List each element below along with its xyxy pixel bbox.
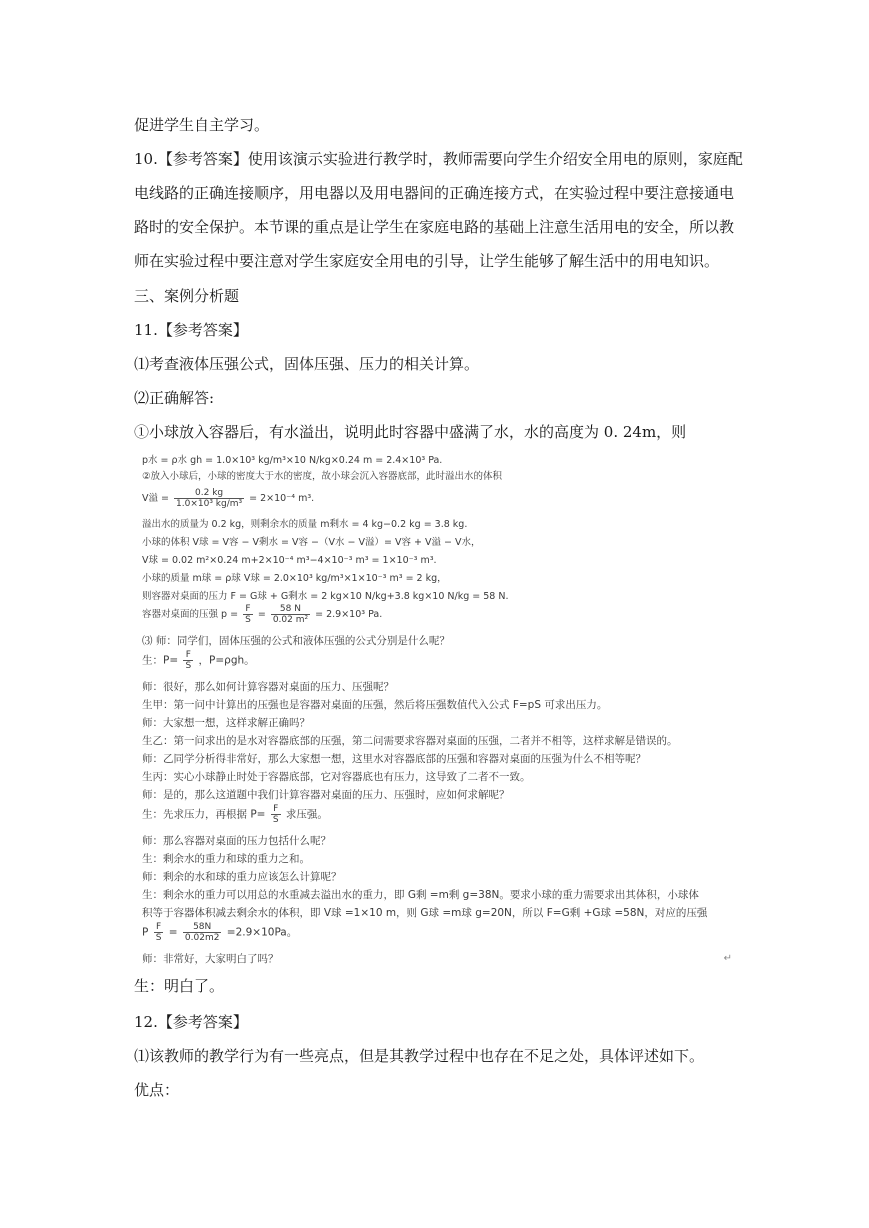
return-mark-icon: ↵ <box>723 953 732 964</box>
scan-line: 生：P= $\frac{F}{S}$ ，P=ρgh。 <box>142 650 255 671</box>
text-line: ⑴考查液体压强公式，固体压强、压力的相关计算。 <box>134 355 480 373</box>
scan-line: 师：乙同学分析得非常好，那么大家想一想，这里水对容器底部的压强和容器对桌面的压强为什么不相等呢？ <box>142 753 646 765</box>
scan-line: 则容器对桌面的压力 F = G球 + G剩水 = 2 kg×10 N/kg+3.8 kg×10 N/kg = 58 N. <box>142 591 509 602</box>
scan-line: 积等于容器体积减去剩余水的体积，即 V球 =1×10 m，则 G球 =m球 g=20N，所以 F=G剩 +G球 =58N，对应的压强 <box>142 907 708 919</box>
text-line: 促进学生自主学习。 <box>134 116 270 134</box>
section-heading: 三、案例分析题 <box>134 287 240 305</box>
question-11-heading: 11.【参考答案】 <box>134 321 248 339</box>
scan-line: 师：剩余的水和球的重力应该怎么计算呢？ <box>142 871 342 883</box>
scanned-solution-image <box>134 448 734 970</box>
scan-line: 生：剩余水的重力可以用总的水重减去溢出水的重力，即 G剩 =m剩 g=38N。要求小球的重力需要求出其体积，小球体 <box>142 889 699 901</box>
scan-line: 溢出水的质量为 0.2 kg，则剩余水的质量 m剩水 = 4 kg−0.2 kg = 3.8 kg. <box>142 519 468 530</box>
text-line: 优点： <box>134 1081 180 1099</box>
scan-line: 生：剩余水的重力和球的重力之和。 <box>142 853 310 865</box>
scan-line: V溢 = $\frac{0.2 kg}{\text{1.0×10³ kg/m³}}$ = 2×10⁻⁴ m³. <box>142 488 315 509</box>
scan-line: 生丙：实心小球静止时处于容器底部，它对容器底也有压力，这导致了二者不一致。 <box>142 771 531 783</box>
scan-line: ②放入小球后，小球的密度大于水的密度，故小球会沉入容器底部，此时溢出水的体积 <box>142 471 503 482</box>
scan-line: V球 = 0.02 m²×0.24 m+2×10⁻⁴ m³−4×10⁻³ m³ = 1×10⁻³ m³. <box>142 555 437 566</box>
scan-line: 容器对桌面的压强 p = $\frac{F}{S}$ = $\frac{58 N}{\text{0.02 m²}}$ = 2.9×10³ Pa. <box>142 604 383 625</box>
scan-line: ⑶ 师：同学们，固体压强的公式和液体压强的公式分别是什么呢？ <box>142 635 450 647</box>
text-line: ①小球放入容器后，有水溢出，说明此时容器中盛满了水，水的高度为 0. 24m，则 <box>134 423 687 441</box>
text-line: ⑵正确解答: <box>134 389 215 407</box>
text-line: ⑴该教师的教学行为有一些亮点，但是其教学过程中也存在不足之处，具体评述如下。 <box>134 1047 705 1065</box>
scan-line: 生乙：第一问求出的是水对容器底部的压强，第二问需要求容器对桌面的压强，二者并不相等，这样求解是错误的。 <box>142 735 678 747</box>
answer-10-paragraph: 10.【参考答案】使用该演示实验进行教学时，教师需要向学生介绍安全用电的原则，家庭配电线路的正确连接顺序，用电器以及用电器间的正确连接方式，在实验过程中要注意接通电路时的安全保护。本节课的重点是让学生在家庭电路的基础上注意生活用电的安全，所以教师在实验过程中要注意对学生家庭安全用电的引导，让学生能够了解生活中的用电知识。 <box>134 150 743 270</box>
scan-line: 师：是的，那么这道题中我们计算容器对桌面的压力、压强时，应如何求解呢？ <box>142 789 510 801</box>
question-12-heading: 12.【参考答案】 <box>134 1013 248 1031</box>
scan-line: 师：很好，那么如何计算容器对桌面的压力、压强呢？ <box>142 681 394 693</box>
scan-line: 师：非常好，大家明白了吗？ <box>142 953 279 965</box>
scan-line: 师：大家想一想，这样求解正确吗？ <box>142 717 310 729</box>
scan-line: 小球的质量 m球 = ρ球 V球 = 2.0×10³ kg/m³×1×10⁻³ m³ = 2 kg， <box>142 573 447 584</box>
scan-line: 师：那么容器对桌面的压力包括什么呢？ <box>142 835 331 847</box>
scan-line: 生甲：第一问中计算出的压强也是容器对桌面的压强，然后将压强数值代入公式 F=pS 可求出压力。 <box>142 699 608 711</box>
scan-line: 小球的体积 V球 = V容 − V剩水 = V容 −（V水 − V溢）= V容 + V溢 − V水， <box>142 537 481 548</box>
scan-line: P $\frac{F}{S}$ = $\frac{58N}{0.02m2}$ =2.9×10Pa。 <box>142 922 298 943</box>
text-line: 生：明白了。 <box>134 977 225 995</box>
scan-line: p水 = ρ水 gh = 1.0×10³ kg/m³×10 N/kg×0.24 m = 2.4×10³ Pa. <box>142 455 443 466</box>
scan-line: 生：先求压力，再根据 P= $\frac{F}{S}$ 求压强。 <box>142 804 328 825</box>
